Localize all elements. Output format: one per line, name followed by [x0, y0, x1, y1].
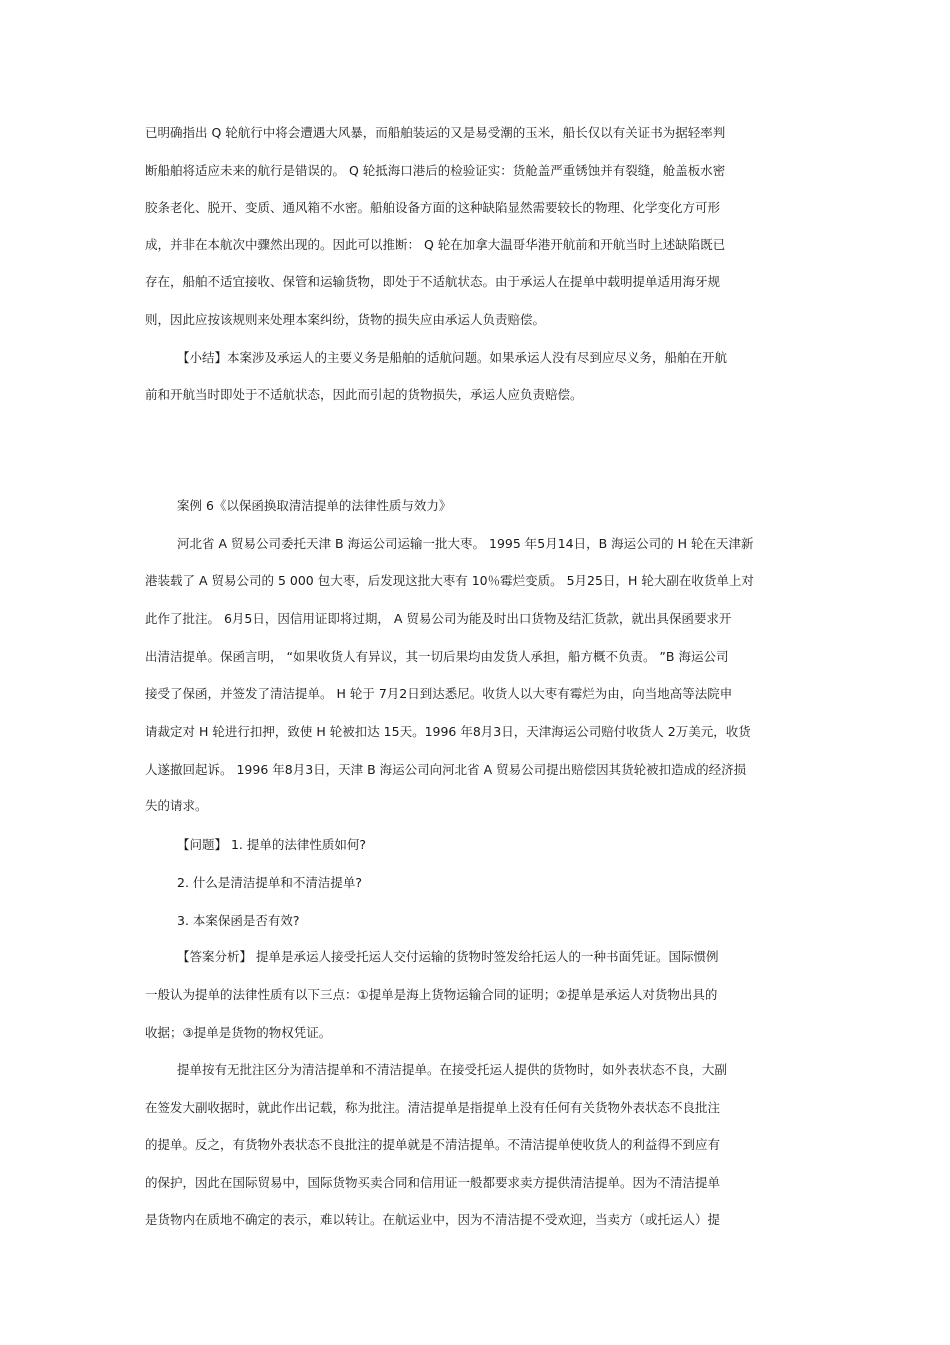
text-line: 存在，船舶不适宜接收、保管和运输货物，即处于不适航状态。由于承运人在提单中载明提单适用海牙规	[145, 274, 721, 289]
text-line: 一般认为提单的法律性质有以下三点：①提单是海上货物运输合同的证明；②提单是承运人对货物出具的	[145, 987, 718, 1002]
text-line: 请裁定对 H 轮进行扣押，致使 H 轮被扣达 15天。1996 年8月3日，天津海运公司赔付收货人 2万美元，收货	[145, 724, 751, 739]
text-line: 是货物内在质地不确定的表示，难以转让。在航运业中，因为不清洁提不受欢迎，当卖方（或托运人）提	[145, 1212, 721, 1227]
text-line: 则，因此应按该规则来处理本案纠纷，货物的损失应由承运人负责赔偿。	[145, 312, 546, 327]
question-2: 2. 什么是清洁提单和不清洁提单?	[177, 875, 363, 890]
text-line: 的提单。反之，有货物外表状态不良批注的提单就是不清洁提单。不清洁提单使收货人的利益得不到应有	[145, 1137, 721, 1152]
text-line: 断船舶将适应未来的航行是错误的。 Q 轮抵海口港后的检验证实：货舱盖严重锈蚀并有裂缝，舱盖板水密	[145, 163, 726, 178]
text-line: 接受了保函，并签发了清洁提单。 H 轮于 7月2日到达悉尼。收货人以大枣有霉烂为由，向当地高等法院申	[145, 686, 733, 701]
summary-paragraph: 【小结】本案涉及承运人的主要义务是船舶的适航问题。如果承运人没有尽到应尽义务，船舶在开航	[177, 350, 728, 365]
text-line: 胶条老化、脱开、变质、通风箱不水密。船舶设备方面的这种缺陷显然需要较长的物理、化学变化方可形	[145, 200, 721, 215]
text-line: 提单按有无批注区分为清洁提单和不清洁提单。在接受托运人提供的货物时，如外表状态不良，大副	[177, 1062, 728, 1077]
text-line: 的保护，因此在国际贸易中，国际货物买卖合同和信用证一般都要求卖方提供清洁提单。因为不清洁提单	[145, 1175, 721, 1190]
text-line: 已明确指出 Q 轮航行中将会遭遇大风暴，而船舶装运的又是易受潮的玉米，船长仅以有关证书为据轻率判	[145, 125, 726, 140]
case-title: 案例 6《以保函换取清洁提单的法律性质与效力》	[177, 498, 452, 513]
question-1: 【问题】 1. 提单的法律性质如何?	[177, 837, 367, 852]
text-line: 出清洁提单。保函言明， “如果收货人有异议，其一切后果均由发货人承担，船方概不负责。 ”B 海运公司	[145, 649, 729, 664]
text-line: 人遂撤回起诉。 1996 年8月3日，天津 B 海运公司向河北省 A 贸易公司提出赔偿因其货轮被扣造成的经济损	[145, 762, 747, 777]
question-3: 3. 本案保函是否有效?	[177, 913, 300, 928]
text-line: 此作了批注。 6月5日，因信用证即将过期， A 贸易公司为能及时出口货物及结汇货款，就出具保函要求开	[145, 611, 732, 626]
text-line: 前和开航当时即处于不适航状态，因此而引起的货物损失，承运人应负责赔偿。	[145, 387, 583, 402]
text-line: 港装载了 A 贸易公司的 5 000 包大枣，后发现这批大枣有 10％霉烂变质。 5月25日，H 轮大副在收货单上对	[145, 573, 754, 588]
answer-analysis: 【答案分析】 提单是承运人接受托运人交付运输的货物时签发给托运人的一种书面凭证。国际惯例	[177, 949, 719, 964]
text-line: 成，并非在本航次中骤然出现的。因此可以推断： Q 轮在加拿大温哥华港开航前和开航当时上述缺陷既已	[145, 237, 726, 252]
text-line: 收据；③提单是货物的物权凭证。	[145, 1025, 332, 1040]
text-line: 在签发大副收据时，就此作出记载，称为批注。清洁提单是指提单上没有任何有关货物外表状态不良批注	[145, 1100, 721, 1115]
text-line: 失的请求。	[145, 798, 208, 813]
text-line: 河北省 A 贸易公司委托天津 B 海运公司运输一批大枣。 1995 年5月14日，B 海运公司的 H 轮在天津新	[177, 536, 754, 551]
